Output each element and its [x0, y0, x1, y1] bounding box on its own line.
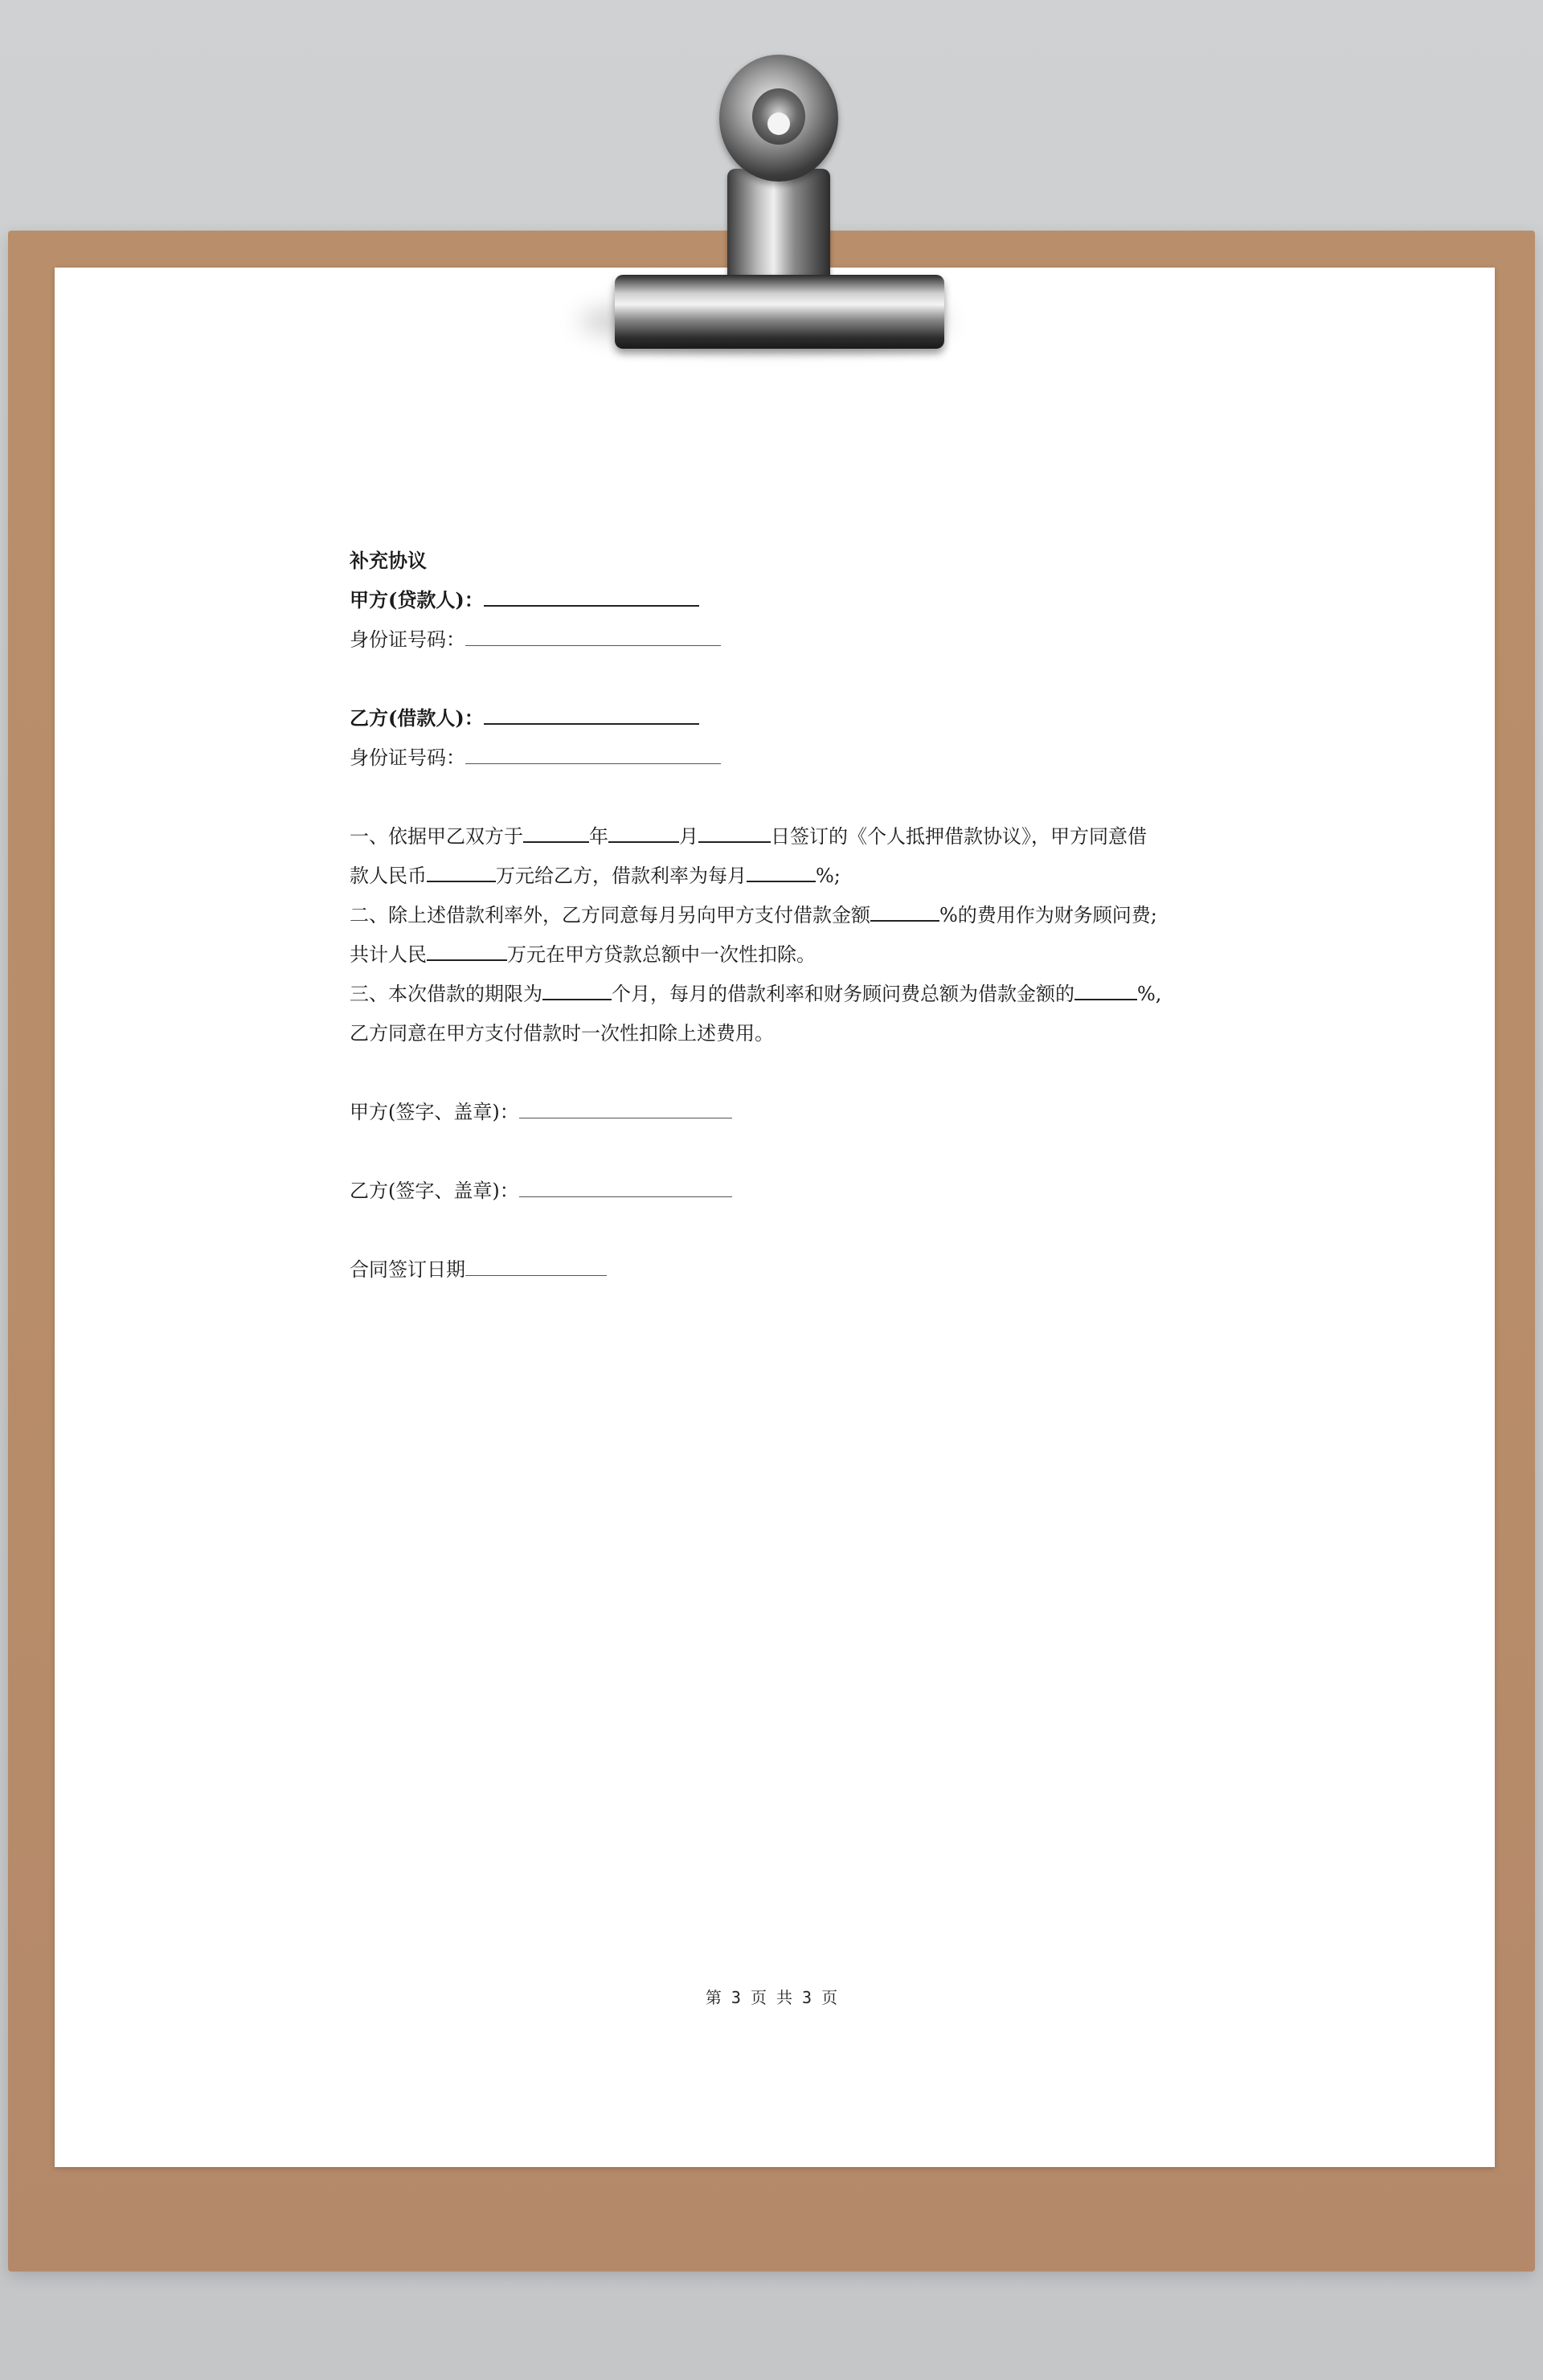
contract-date-row: [350, 1260, 607, 1279]
party-a-signature-blank[interactable]: [519, 1117, 732, 1118]
term-months-blank[interactable]: [542, 998, 612, 1000]
party-b-id-row: [350, 748, 721, 767]
clause-1-line-2: [350, 866, 841, 885]
contract-date-label: 合同签订日期: [350, 1258, 465, 1281]
party-b-name-blank[interactable]: [484, 722, 699, 725]
party-a-label: 甲方(贷款人)：: [350, 588, 484, 611]
party-a-id-blank[interactable]: [465, 644, 721, 646]
total-amount-blank[interactable]: [427, 959, 507, 961]
party-b-signature-row: [350, 1181, 732, 1200]
party-a-id-label: 身份证号码：: [350, 628, 465, 651]
percent-sign-2: %,: [1137, 983, 1162, 1005]
clause-2-text-end: 万元在甲方贷款总额中一次性扣除。: [507, 943, 816, 966]
interest-rate-blank[interactable]: [747, 880, 816, 882]
clause-2-line-2: [350, 945, 816, 964]
party-a-signature-row: [350, 1102, 732, 1122]
party-b-signature-blank[interactable]: [519, 1196, 732, 1197]
clause-1-text-end: 日签订的《个人抵押借款协议》，甲方同意借: [771, 825, 1147, 848]
clause-2-text: 二、除上述借款利率外，乙方同意每月另向甲方支付借款金额: [350, 904, 870, 926]
clause-3-line-1: [350, 984, 1161, 1004]
interest-rate-label: 万元给乙方，借款利率为每月: [496, 865, 747, 887]
party-b-id-blank[interactable]: [465, 763, 721, 764]
clause-2-line-1: [350, 906, 1157, 925]
document-title: 补充协议: [350, 549, 427, 572]
party-a-id-row: [350, 630, 721, 649]
year-label: 年: [589, 825, 608, 848]
advisory-fee-label: %的费用作为财务顾问费;: [939, 904, 1157, 926]
binder-clip-hole: [767, 112, 790, 135]
advisory-fee-percent-blank[interactable]: [870, 919, 939, 922]
clause-3-text: 三、本次借款的期限为: [350, 983, 542, 1005]
year-blank[interactable]: [523, 840, 589, 843]
document-paper: [55, 268, 1495, 2167]
binder-clip-neck: [727, 169, 830, 289]
party-b-signature-label: 乙方(签字、盖章)：: [350, 1180, 519, 1202]
binder-clip-bar: [615, 275, 944, 349]
total-label: 共计人民: [350, 943, 427, 966]
total-percent-blank[interactable]: [1074, 998, 1137, 1000]
loan-amount-blank[interactable]: [427, 880, 496, 882]
clause-3-line-2: 乙方同意在甲方支付借款时一次性扣除上述费用。: [350, 1022, 774, 1045]
day-blank[interactable]: [698, 840, 771, 843]
party-a-row: [350, 588, 699, 611]
month-label: 月: [679, 825, 698, 848]
clause-3-text-mid: 个月，每月的借款利率和财务顾问费总额为借款金额的: [612, 983, 1074, 1005]
party-b-id-label: 身份证号码：: [350, 746, 465, 769]
month-blank[interactable]: [608, 840, 679, 843]
party-b-label: 乙方(借款人)：: [350, 706, 484, 730]
page-footer: 第 3 页 共 3 页: [705, 1988, 838, 2007]
party-a-name-blank[interactable]: [484, 604, 699, 607]
contract-date-blank[interactable]: [465, 1274, 607, 1276]
party-a-signature-label: 甲方(签字、盖章)：: [350, 1101, 519, 1123]
loan-amount-label: 款人民币: [350, 865, 427, 887]
percent-sign: %;: [816, 865, 841, 887]
clause-1-line-1: [350, 827, 1147, 846]
clause-1-text: 一、依据甲乙双方于: [350, 825, 523, 848]
party-b-row: [350, 706, 699, 730]
